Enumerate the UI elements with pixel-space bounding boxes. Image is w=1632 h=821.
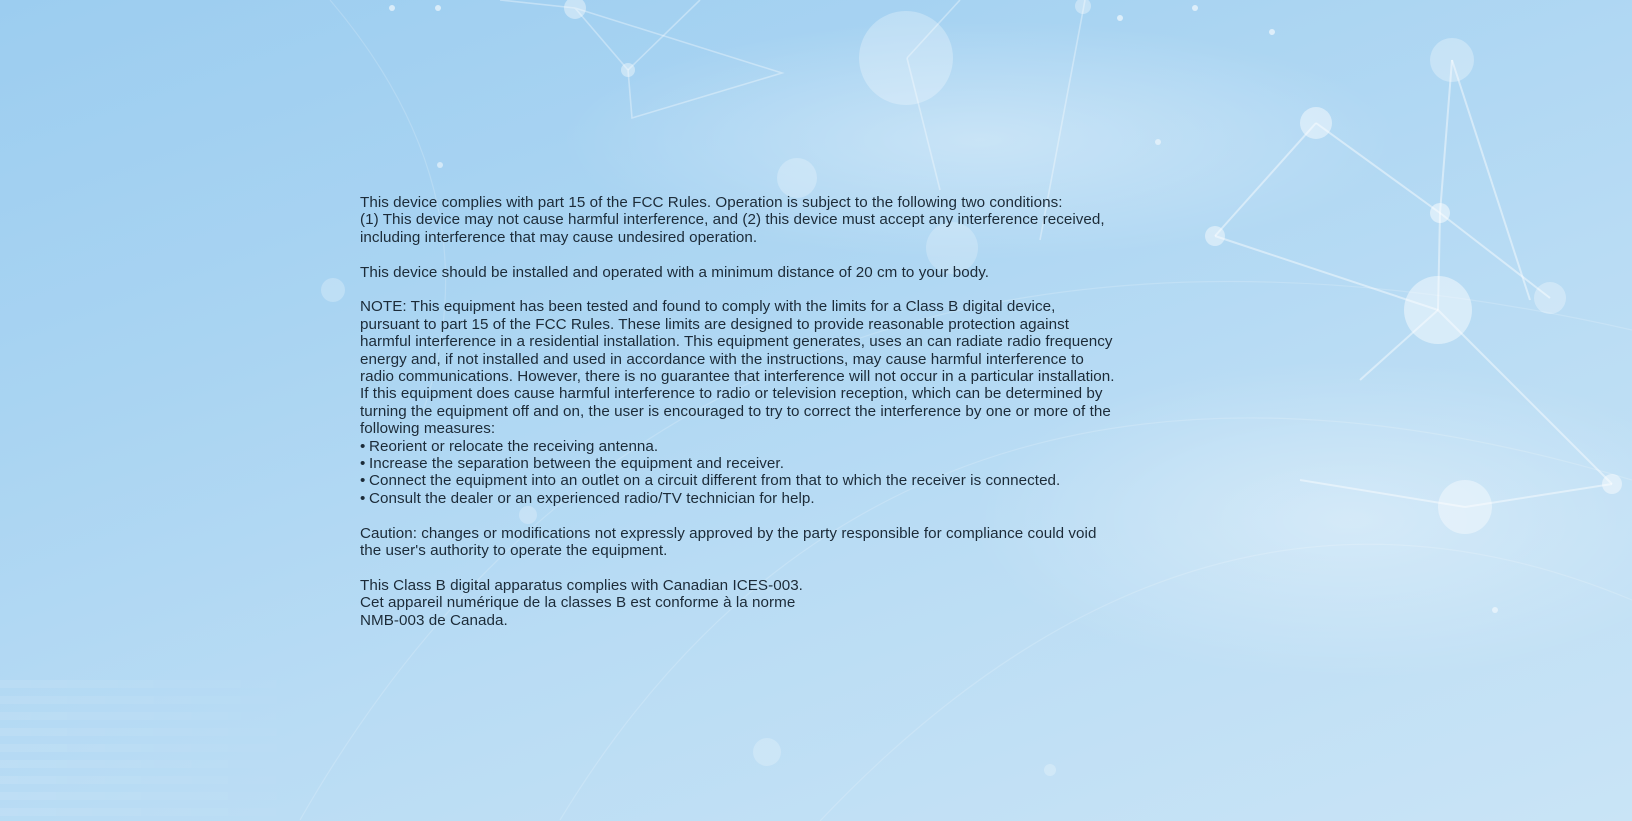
background-stripes <box>0 680 320 821</box>
regulatory-notice <box>360 194 1200 646</box>
bullet: • <box>360 472 366 490</box>
rf-exposure-statement: This device should be installed and operated with a minimum distance of 20 cm to your body. <box>360 263 989 281</box>
bullet: • <box>360 489 366 507</box>
bullet: • <box>360 437 366 455</box>
class-b-note: NOTE: This equipment has been tested and found to comply with the limits for a Class B digital device, pursuant to part 15 of the FCC Rules. These limits are designed to provide reasonable protection against harmful interference in a residential installation. This equipment generates, uses an can radiate radio frequency energy and, if not installed and used in accordance with the instructions, may cause harmful interference to radio communications. However, there is no guarantee that interference will not occur in a particular installation. If this equipment does cause harmful interference to radio or television reception, which can be determined by turning the equipment off and on, the user is encouraged to try to correct the interference by one or more of the following measures: <box>360 298 1115 438</box>
list-item <box>360 438 1200 455</box>
measure-text: Reorient or relocate the receiving antenna. <box>369 437 659 455</box>
list-item <box>360 472 1200 489</box>
measure-text: Consult the dealer or an experienced radio/TV technician for help. <box>369 489 815 507</box>
caution-statement: Caution: changes or modifications not expressly approved by the party responsible for compliance could void the user's authority to operate the equipment. <box>360 524 1097 560</box>
list-item <box>360 455 1200 472</box>
canada-ices-statement: This Class B digital apparatus complies with Canadian ICES-003. Cet appareil numérique de la classes B est conforme à la norme NMB-003 de Canada. <box>360 576 803 629</box>
measure-text: Increase the separation between the equipment and receiver. <box>369 455 784 473</box>
measures-list <box>360 438 1200 508</box>
bullet: • <box>360 455 366 473</box>
list-item <box>360 490 1200 507</box>
measure-text: Connect the equipment into an outlet on a circuit different from that to which the receiver is connected. <box>369 472 1061 490</box>
fcc-statement: This device complies with part 15 of the FCC Rules. Operation is subject to the following two conditions: (1) This device may not cause harmful interference, and (2) this device must accept any interference received, including interference that may cause undesired operation. <box>360 194 1105 246</box>
